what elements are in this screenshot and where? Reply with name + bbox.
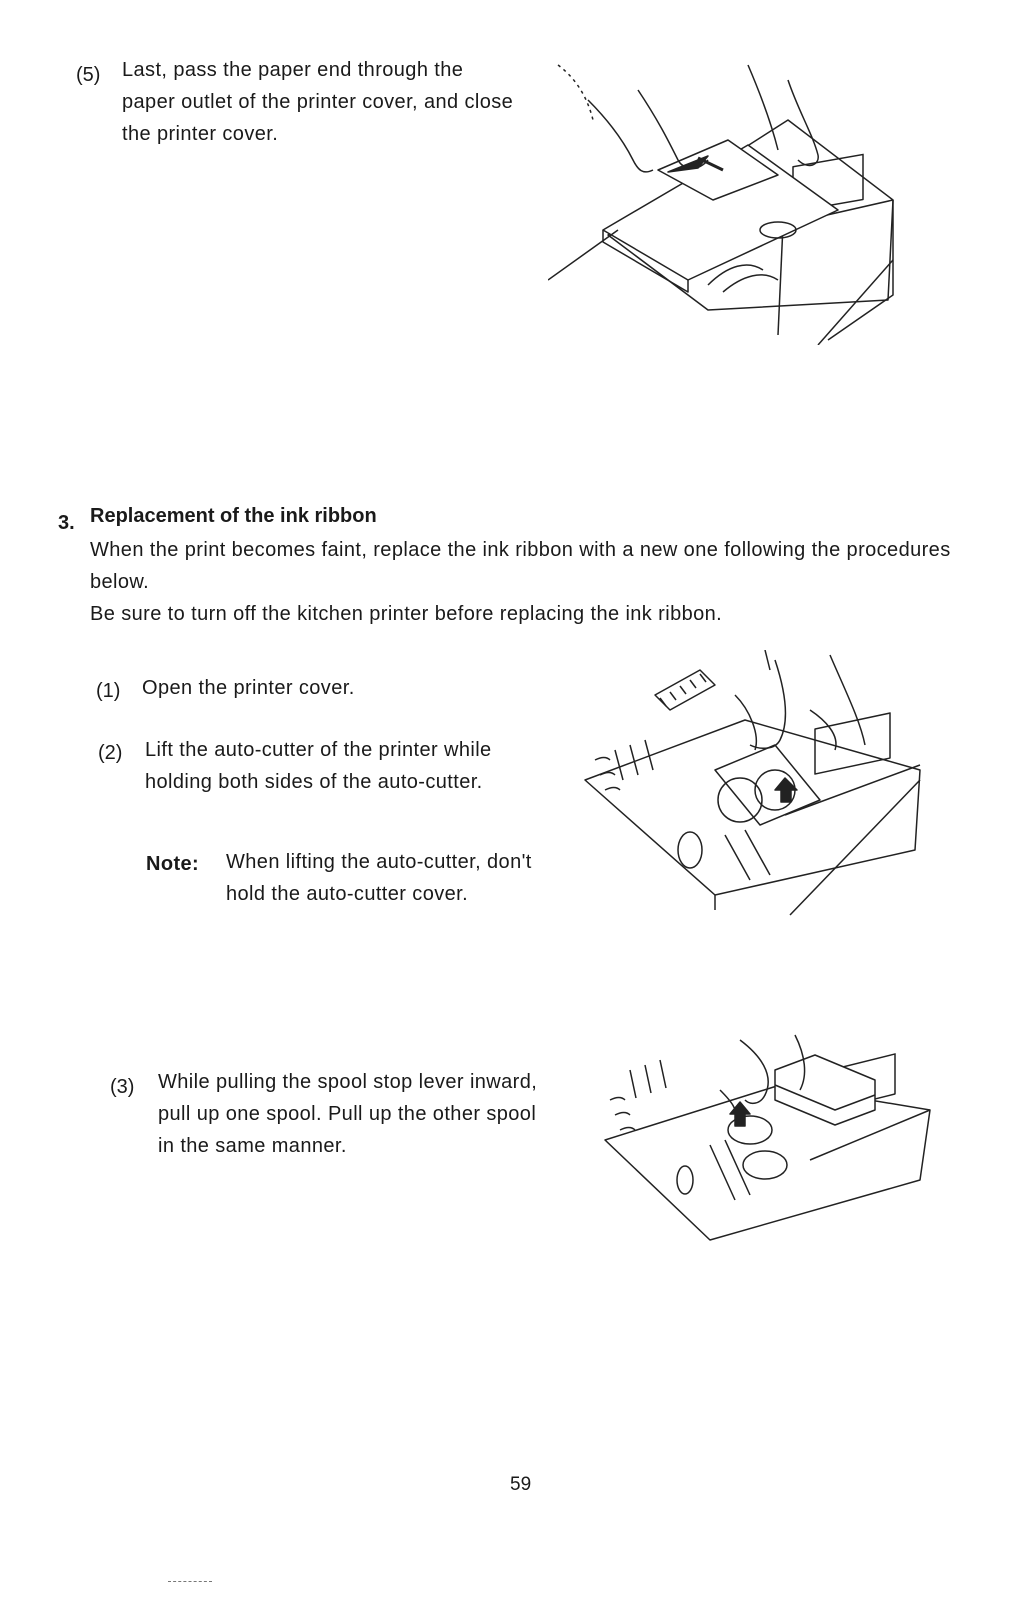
step-3-text: While pulling the spool stop lever inward, pull up one spool. Pull up the other spool in the same manner.: [158, 1071, 538, 1157]
section-number: 3.: [58, 512, 75, 534]
step-5-text: Last, pass the paper end through the paper outlet of the printer cover, and close the printer cover.: [122, 59, 514, 145]
section-heading: Replacement of the ink ribbon: [90, 505, 377, 527]
step-5-number: (5): [76, 64, 101, 86]
auto-cutter-illustration-icon: [575, 650, 935, 920]
step-3-number: (3): [110, 1076, 135, 1098]
step-2-number: (2): [98, 742, 123, 764]
ribbon-intro: When the print becomes faint, replace the ink ribbon with a new one following the procedures below.: [90, 539, 951, 593]
spool-illustration-icon: [590, 1030, 940, 1245]
step-2-text: Lift the auto-cutter of the printer while holding both sides of the auto-cutter.: [145, 739, 492, 793]
step-1-number: (1): [96, 680, 121, 702]
note-label: Note:: [146, 853, 200, 875]
paper-outlet-illustration-icon: [548, 60, 908, 345]
step-1-text: Open the printer cover.: [142, 677, 355, 699]
ribbon-warning: Be sure to turn off the kitchen printer before replacing the ink ribbon.: [90, 603, 723, 625]
spool-figure: [590, 1030, 940, 1245]
auto-cutter-figure: [575, 650, 935, 920]
scan-artifact: [168, 1581, 212, 1583]
paper-outlet-figure: [548, 60, 908, 345]
page-number: 59: [510, 1474, 532, 1495]
note-text: When lifting the auto-cutter, don't hold the auto-cutter cover.: [226, 851, 532, 905]
